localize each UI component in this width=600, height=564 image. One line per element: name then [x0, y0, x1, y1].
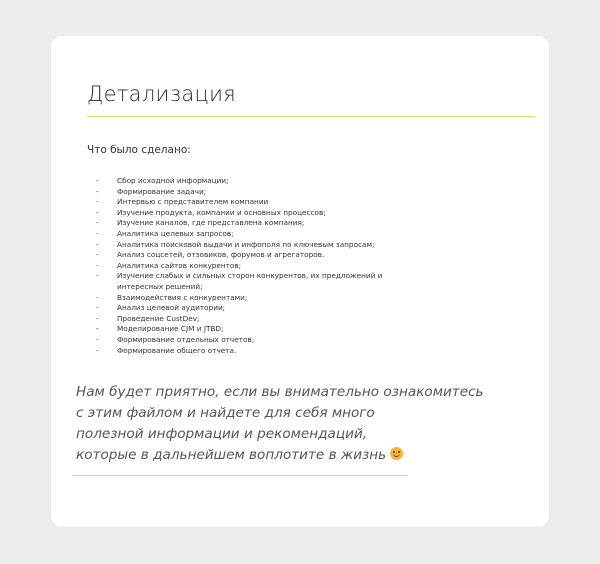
list-item-text: Интервью с представителем компании: [117, 197, 269, 207]
list-item-text: Взаимодействия с конкурентами;: [117, 292, 248, 302]
bullet-dash: -: [96, 334, 99, 344]
list-item: [96, 324, 406, 335]
closing-line: с этим файлом и найдете для себя много: [76, 405, 375, 421]
closing-line-last: [76, 445, 536, 466]
bullet-dash: -: [96, 176, 99, 185]
bullet-dash: -: [96, 186, 99, 196]
list-item-text: Моделирование CJM и JTBD;: [117, 324, 224, 334]
document-card: [51, 36, 549, 527]
list-item-text: Формирование общего отчета.: [117, 345, 237, 355]
list-item: [96, 271, 406, 292]
bullet-dash: -: [96, 313, 99, 323]
list-item-text: Проведение CustDev;: [117, 313, 200, 323]
bullet-dash: -: [96, 260, 99, 270]
list-item: [96, 335, 406, 346]
list-item: [96, 250, 406, 261]
list-item-text: Аналитика сайтов конкурентов;: [117, 260, 242, 270]
list-item: [96, 197, 406, 208]
list-item-text: Формирование задачи;: [117, 186, 207, 196]
list-item: [96, 346, 406, 357]
bullet-dash: -: [96, 292, 99, 302]
task-list: [96, 176, 406, 356]
bullet-dash: -: [96, 303, 99, 313]
closing-divider: [72, 475, 408, 476]
list-item: [96, 240, 406, 251]
list-item: [96, 187, 406, 198]
page-title: Детализация: [87, 82, 236, 106]
bullet-dash: -: [96, 324, 99, 334]
bullet-dash: -: [96, 271, 99, 281]
list-item-text: Изучение слабых и сильных сторон конкурентов, их предложений и интересных решений;: [117, 271, 383, 291]
bullet-dash: -: [96, 250, 99, 260]
closing-message: [76, 382, 536, 466]
smiling-face-icon: [390, 447, 403, 460]
list-item-text: Аналитика целевых запросов;: [117, 228, 234, 238]
closing-line: полезной информации и рекомендаций,: [76, 426, 368, 442]
list-item: [96, 314, 406, 325]
closing-line: Нам будет приятно, если вы внимательно ознакомитесь: [76, 384, 484, 400]
bullet-dash: -: [96, 228, 99, 238]
list-item: [96, 261, 406, 272]
title-divider: [87, 116, 535, 117]
list-item-text: Изучение каналов, где представлена компания;: [117, 218, 305, 228]
bullet-dash: -: [96, 207, 99, 217]
list-item: [96, 176, 406, 187]
bullet-dash: -: [96, 197, 99, 207]
list-item: [96, 208, 406, 219]
list-item-text: Сбор исходной информации;: [117, 176, 229, 185]
list-item-text: Анализ целевой аудитории;: [117, 303, 226, 313]
closing-line-text: которые в дальнейшем воплотите в жизнь: [76, 447, 387, 463]
bullet-dash: -: [96, 218, 99, 228]
list-item: [96, 218, 406, 229]
list-item-text: Анализ соцсетей, отзовиков, форумов и агрегаторов.: [117, 250, 325, 260]
section-subtitle: Что было сделано:: [87, 144, 191, 156]
bullet-dash: -: [96, 239, 99, 249]
list-item: [96, 303, 406, 314]
list-item-text: Изучение продукта, компании и основных процессов;: [117, 207, 326, 217]
list-item-text: Аналитика поисковой выдачи и инфополя по ключевым запросам;: [117, 239, 375, 249]
list-item: [96, 229, 406, 240]
bullet-dash: -: [96, 345, 99, 355]
list-item: [96, 293, 406, 304]
list-item-text: Формирование отдельных отчетов;: [117, 334, 255, 344]
